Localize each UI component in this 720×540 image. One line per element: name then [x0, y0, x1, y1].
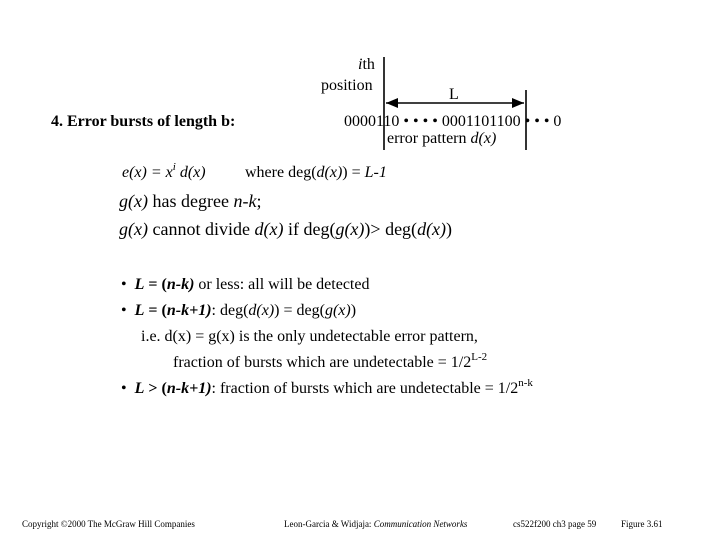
g2-end: ): [446, 219, 453, 239]
footer-copyright: Copyright ©2000 The McGraw Hill Companies: [22, 519, 195, 529]
where-rhs: L-1: [364, 164, 387, 181]
g-deg: n-k: [233, 191, 257, 211]
arrow-head-right: [512, 98, 524, 108]
footer-citation: [284, 519, 467, 529]
g-text: has degree: [147, 191, 234, 211]
ith-th: th: [362, 56, 375, 73]
frac-text: fraction of bursts which are undetectable = 1/2: [173, 354, 472, 371]
b2-nk: n-k+1): [166, 302, 212, 319]
b1-rest: or less: all will be detected: [194, 276, 370, 293]
g2-text: cannot divide: [147, 219, 255, 239]
e-rhs: d(x): [175, 164, 206, 181]
b2-colon: : deg(: [211, 302, 249, 319]
g2-fn: g(x): [119, 219, 148, 239]
b1-nk: n-k): [166, 276, 195, 293]
divisibility-line: [119, 219, 452, 240]
b3-nk: n-k+1): [166, 380, 212, 397]
position-label: position: [321, 77, 373, 94]
g2-dfn: d(x): [254, 219, 284, 239]
pattern-dots-1: • • • •: [399, 113, 442, 130]
b3-gt: > (: [144, 380, 167, 397]
section-heading: 4. Error bursts of length b:: [51, 113, 236, 130]
bullet-dot: •: [121, 302, 127, 319]
b2-end: ): [350, 302, 357, 319]
fraction-line: [173, 350, 488, 372]
ith-i: i: [358, 56, 363, 73]
b2-mid: ) = deg(: [274, 302, 325, 319]
bullet-item-1: [121, 276, 369, 294]
b1-eq: = (: [144, 276, 167, 293]
g2-d: d(x): [417, 219, 447, 239]
frac-sup: L-2: [471, 350, 488, 363]
pattern-prefix: 0000110: [344, 113, 400, 130]
bullet-dot: •: [121, 380, 127, 397]
burst-length-label: L: [449, 86, 459, 103]
bit-pattern: [344, 113, 561, 131]
b2-g: g(x): [324, 302, 351, 319]
generator-degree-line: [119, 191, 261, 212]
g2-g: g(x): [335, 219, 365, 239]
e-lhs: e(x) = x: [122, 164, 173, 181]
bullet-dot: •: [121, 276, 127, 293]
arrow-head-left: [386, 98, 398, 108]
pattern-burst: 0001101100: [441, 113, 521, 130]
footer-figure: Figure 3.61: [621, 519, 663, 529]
b3-sup: n-k: [518, 376, 533, 389]
error-pattern-fn: d(x): [470, 130, 497, 147]
b2-L: L: [134, 302, 145, 319]
g-semi: ;: [256, 191, 262, 211]
degree-condition: [245, 164, 387, 182]
footer-authors: Leon-Garcia & Widjaja:: [284, 519, 374, 529]
pattern-dots-2: • • • 0: [520, 113, 562, 130]
e-sup: i: [172, 160, 176, 173]
b2-eq: = (: [144, 302, 167, 319]
error-pattern-text: error pattern: [387, 130, 471, 147]
b1-L: L: [134, 276, 145, 293]
g2-gt: )> deg(: [364, 219, 418, 239]
where-text: where deg(: [245, 164, 317, 181]
burst-bracket: [0, 0, 720, 160]
g-fn: g(x): [119, 191, 148, 211]
b2-d: d(x): [248, 302, 275, 319]
bullet-item-2: [121, 302, 356, 320]
where-eq: ) =: [342, 164, 365, 181]
where-fn: d(x): [316, 164, 343, 181]
footer-page: cs522f200 ch3 page 59: [513, 519, 597, 529]
g2-if: if deg(: [283, 219, 336, 239]
footer-book: Communication Networks: [373, 519, 468, 529]
b3-rest: : fraction of bursts which are undetectable = 1/2: [211, 380, 519, 397]
ie-line: i.e. d(x) = g(x) is the only undetectable error pattern,: [141, 328, 478, 345]
bullet-item-3: [121, 376, 533, 398]
error-pattern-caption: [387, 130, 496, 148]
error-equation: [122, 160, 206, 182]
b3-L: L: [134, 380, 145, 397]
